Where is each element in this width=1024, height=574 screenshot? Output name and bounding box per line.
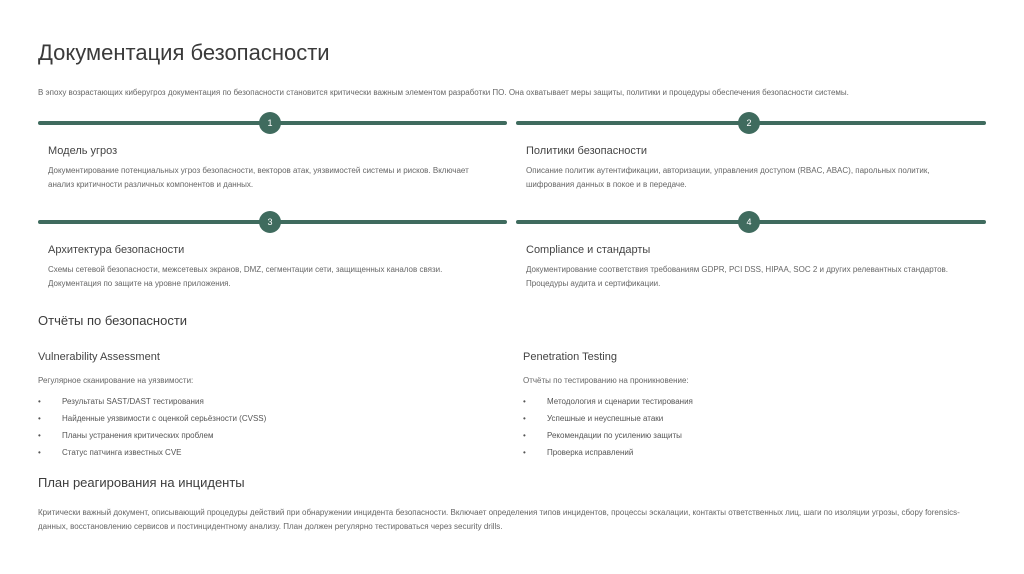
penetration-testing-intro: Отчёты по тестированию на проникновение:: [523, 376, 689, 385]
vulnerability-assessment-intro: Регулярное сканирование на уязвимости:: [38, 376, 194, 385]
card-desc-threat-model: Документирование потенциальных угроз безопасности, векторов атак, уязвимостей системы и рисков. Включает анализ критичности различных компонентов и данных.: [48, 166, 469, 189]
list-item: [523, 414, 693, 431]
step-number-3: 3: [259, 211, 281, 233]
list-item-text: Статус патчинга известных CVE: [62, 448, 182, 457]
step-number-2: 2: [738, 112, 760, 134]
incident-plan-text: Критически важный документ, описывающий процедуры действий при обнаружении инцидента безопасности. Включает определения типов инцидентов, процессы эскалации, контакты ответственных лиц, шаги по изоляции угрозы, сбору forensics-данных, восстановлению сервисов и постинцидентному анализу. План должен регулярно тестироваться через security drills.: [38, 508, 960, 531]
incident-plan-heading: План реагирования на инциденты: [38, 475, 245, 490]
bullet-icon: •: [38, 414, 41, 423]
list-item: [38, 448, 266, 465]
step-number-4: 4: [738, 211, 760, 233]
card-title-threat-model: Модель угроз: [48, 145, 118, 157]
list-item-text: Планы устранения критических проблем: [62, 431, 214, 440]
card-desc-security-architecture: Схемы сетевой безопасности, межсетевых экранов, DMZ, сегментации сети, защищенных каналов связи. Документация по защите на уровне приложения.: [48, 265, 443, 288]
bullet-icon: •: [523, 414, 526, 423]
card-title-security-architecture: Архитектура безопасности: [48, 244, 185, 256]
list-item: [523, 431, 693, 448]
bullet-icon: •: [523, 448, 526, 457]
list-item-text: Успешные и неуспешные атаки: [547, 414, 664, 423]
card-desc-security-policies: Описание политик аутентификации, авторизации, управления доступом (RBAC, ABAC), парольных политик, шифрования данных в покое и в передаче.: [526, 166, 930, 189]
list-item-text: Найденные уязвимости с оценкой серьёзности (CVSS): [62, 414, 267, 423]
list-item: [38, 431, 266, 448]
card-desc-compliance: Документирование соответствия требованиям GDPR, PCI DSS, HIPAA, SOC 2 и других релевантных стандартов. Процедуры аудита и сертификации.: [526, 265, 948, 288]
list-item-text: Результаты SAST/DAST тестирования: [62, 397, 204, 406]
page-title: Документация безопасности: [38, 40, 330, 65]
bullet-icon: •: [523, 431, 526, 440]
list-item-text: Методология и сценарии тестирования: [547, 397, 693, 406]
reports-heading: Отчёты по безопасности: [38, 313, 188, 328]
vulnerability-assessment-title: Vulnerability Assessment: [38, 351, 160, 363]
bullet-icon: •: [38, 448, 41, 457]
list-item-text: Проверка исправлений: [547, 448, 634, 457]
vulnerability-assessment-list: [38, 397, 266, 465]
card-title-security-policies: Политики безопасности: [526, 145, 648, 157]
list-item: [523, 448, 693, 465]
intro-text: В эпоху возрастающих киберугроз документация по безопасности становится критически важным элементом разработки ПО. Она охватывает меры защиты, политики и процедуры обеспечения безопасности системы.: [38, 88, 849, 97]
list-item: [38, 397, 266, 414]
list-item: [38, 414, 266, 431]
penetration-testing-title: Penetration Testing: [523, 351, 617, 363]
bullet-icon: •: [38, 397, 41, 406]
card-title-compliance: Compliance и стандарты: [526, 244, 651, 256]
list-item-text: Рекомендации по усилению защиты: [547, 431, 682, 440]
list-item: [523, 397, 693, 414]
step-number-1: 1: [259, 112, 281, 134]
penetration-testing-list: [523, 397, 693, 465]
bullet-icon: •: [38, 431, 41, 440]
bullet-icon: •: [523, 397, 526, 406]
